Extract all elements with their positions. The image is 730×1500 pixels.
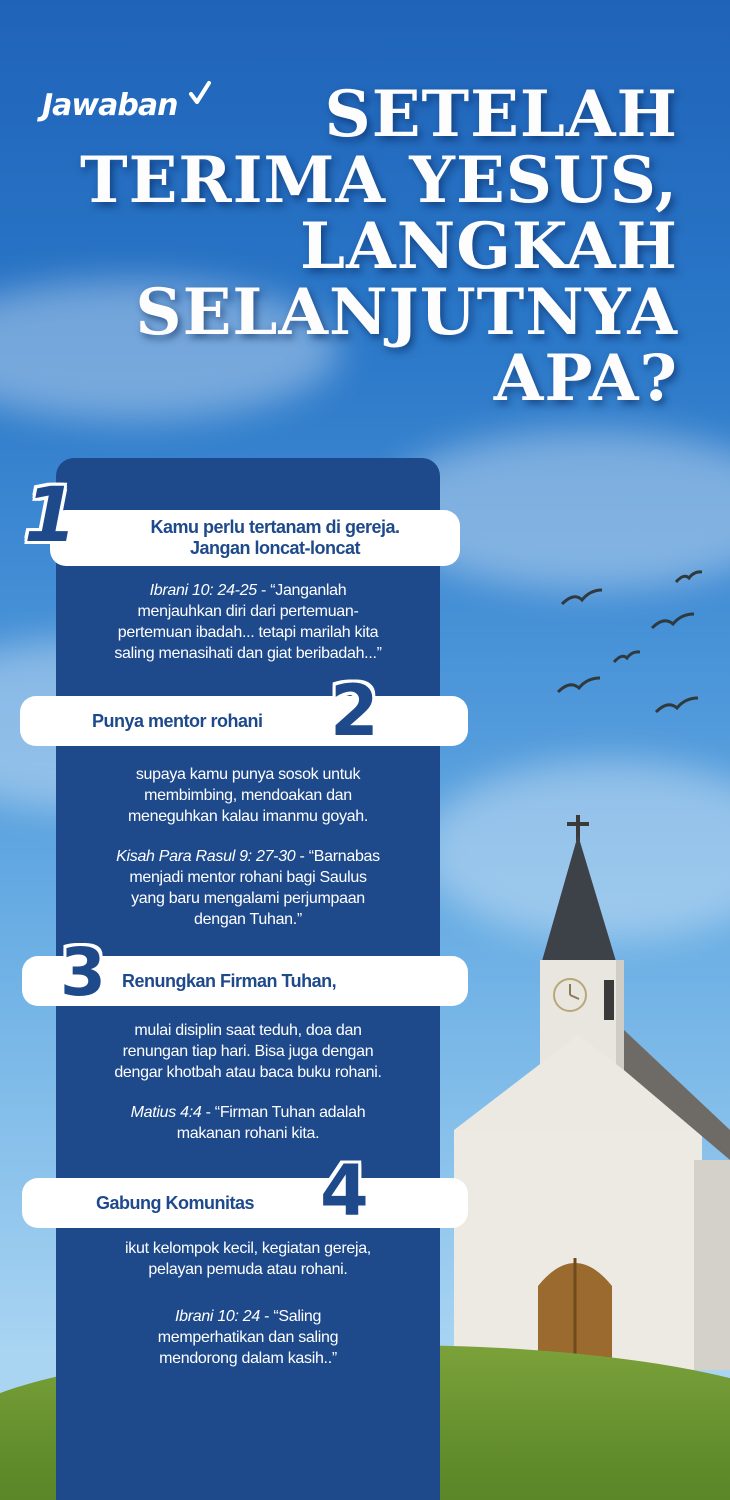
step-1-verse: Ibrani 10: 24-25 - “Janganlah menjauhkan diri dari pertemuan- pertemuan ibadah... tetapi marilah kita saling menasihati dan giat beribadah...”	[114, 582, 382, 662]
step-3-reference: Matius 4:4	[130, 1104, 202, 1121]
step-2-description: supaya kamu punya sosok untuk membimbing, mendoakan dan meneguhkan kalau imanmu goyah.	[127, 766, 369, 825]
church-illustration	[440, 800, 730, 1370]
bird-icon	[674, 570, 704, 584]
step-2-heading-text: Punya mentor rohani	[92, 710, 263, 731]
step-1-reference: Ibrani 10: 24-25	[149, 582, 257, 599]
bird-icon	[650, 612, 696, 632]
bird-icon	[556, 676, 602, 696]
step-4-heading-text: Gabung Komunitas	[96, 1192, 254, 1213]
step-3-verse: Matius 4:4 - “Firman Tuhan adalah makanan rohani kita.	[130, 1104, 366, 1142]
brand-logo: Jawaban	[42, 88, 178, 123]
step-1-heading-line: Kamu perlu tertanam di gereja.	[150, 517, 400, 537]
step-2-number: 2	[330, 670, 379, 752]
bird-icon	[560, 588, 604, 608]
step-1-number: 1	[24, 470, 77, 559]
bird-icon	[612, 650, 642, 664]
step-2-verse: Kisah Para Rasul 9: 27-30 - “Barnabas menjadi mentor rohani bagi Saulus yang baru mengalami perjumpaan dengan Tuhan.”	[116, 848, 380, 928]
step-4-verse: Ibrani 10: 24 - “Saling memperhatikan dan saling mendorong dalam kasih..”	[157, 1308, 339, 1367]
step-2-reference: Kisah Para Rasul 9: 27-30	[116, 848, 296, 865]
step-4-heading	[22, 1178, 468, 1228]
step-2-heading	[20, 696, 468, 746]
step-1-heading-line: Jangan loncat-loncat	[189, 538, 361, 558]
step-4-number: 4	[320, 1150, 369, 1232]
step-4-description: ikut kelompok kecil, kegiatan gereja, pelayan pemuda atau rohani.	[125, 1240, 371, 1278]
step-3-description: mulai disiplin saat teduh, doa dan renungan tiap hari. Bisa juga dengan dengar khotbah atau baca buku rohani.	[114, 1022, 382, 1081]
step-3-heading-text: Renungkan Firman Tuhan,	[122, 970, 337, 991]
step-4-reference: Ibrani 10: 24	[174, 1308, 261, 1325]
step-1-heading	[50, 510, 460, 566]
step-3-number: 3	[60, 934, 106, 1011]
page-title: SETELAH TERIMA YESUS, LANGKAH SELANJUTNYA APA?	[79, 77, 678, 416]
bird-icon	[654, 696, 700, 716]
